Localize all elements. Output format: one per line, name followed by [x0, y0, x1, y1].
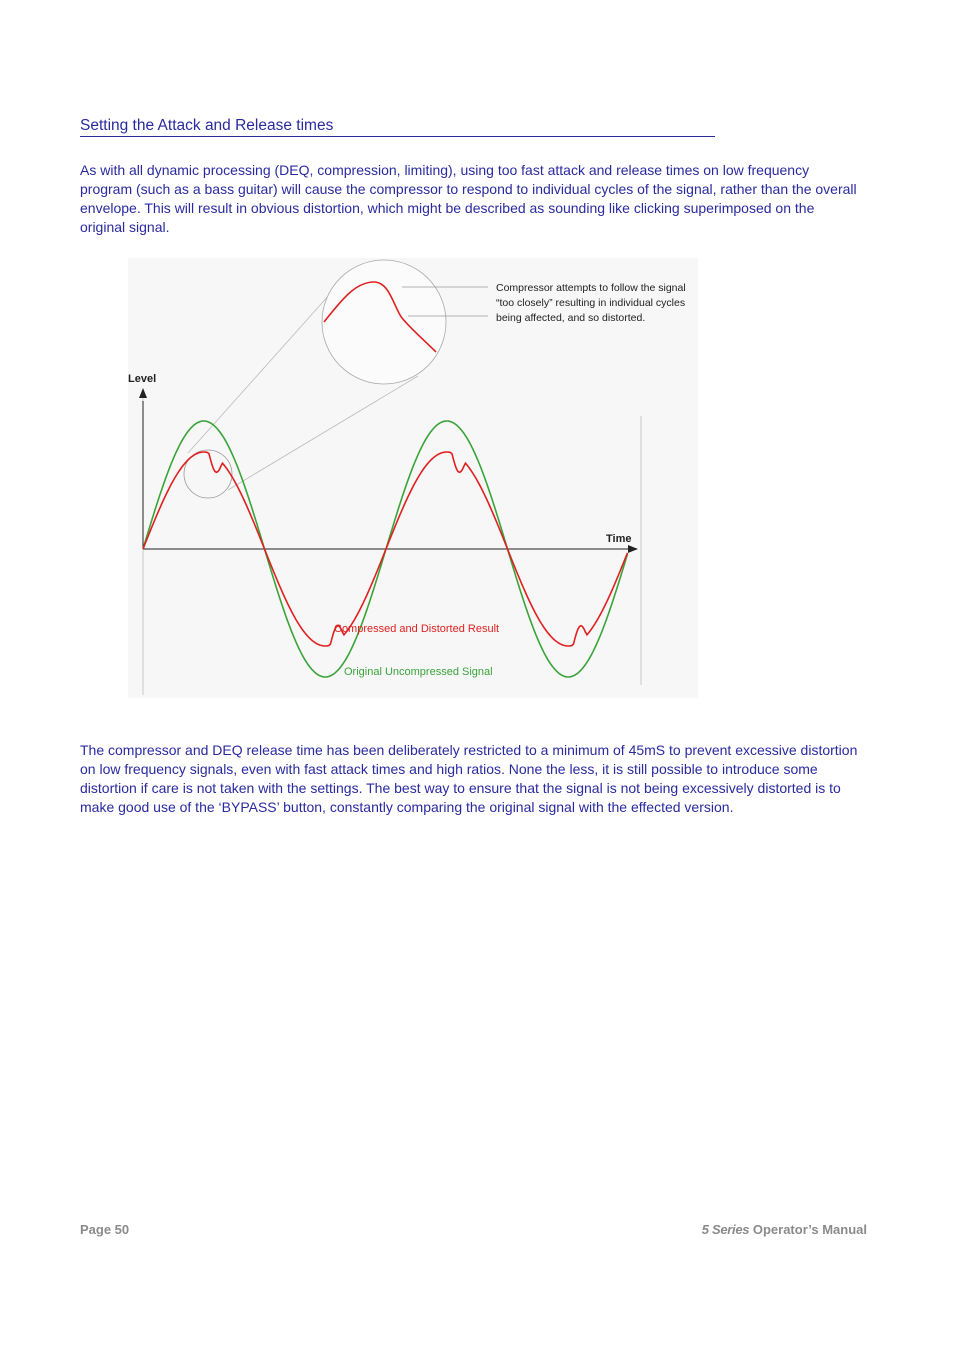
- original-signal-label: Original Uncompressed Signal: [344, 666, 493, 678]
- zoom-magnifier-circle: [322, 260, 446, 384]
- x-axis-label: Time: [606, 533, 632, 545]
- callout-line-2: “too closely” resulting in individual cycles: [496, 297, 686, 309]
- footer-brand: 5 Series: [701, 1222, 750, 1237]
- page-number: Page 50: [80, 1222, 130, 1237]
- waveform-figure: [128, 258, 698, 698]
- callout-line-3: being affected, and so distorted.: [496, 312, 646, 324]
- footer-manual: Operator’s Manual: [752, 1222, 867, 1237]
- callout-line-1: Compressor attempts to follow the signal: [496, 282, 686, 294]
- paragraph-intro: As with all dynamic processing (DEQ, compression, limiting), using too fast attack and release times on low frequency program (such as a bass guitar) will cause the compressor to respond to individual cycles of the signal, rather than the overall envelope. This will result in obvious distortion, which might be described as sounding like clicking superimposed on the original signal.: [80, 162, 857, 235]
- paragraph-release-time: The compressor and DEQ release time has been deliberately restricted to a minimum of 45mS to prevent excessive distortion on low frequency signals, even with fast attack times and high ratios. None the less, it is still possible to introduce some distortion if care is not taken with the settings. The best way to ensure that the signal is not being excessively distorted is to make good use of the ‘BYPASS’ button, constantly comparing the original signal with the effected version.: [80, 742, 858, 815]
- section-heading: Setting the Attack and Release times: [80, 117, 715, 137]
- compressed-signal-label: Compressed and Distorted Result: [334, 623, 500, 635]
- footer-manual-title: [702, 1222, 867, 1237]
- y-axis-label: Level: [128, 373, 157, 385]
